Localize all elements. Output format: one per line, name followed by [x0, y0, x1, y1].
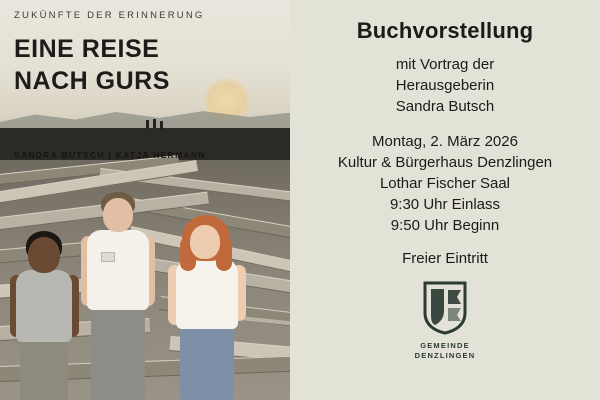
book-cover-image: [0, 0, 290, 400]
cover-title-line-1: EINE REISE: [14, 35, 160, 63]
distant-figure: [146, 120, 149, 129]
subtitle-block: [396, 54, 494, 117]
cover-kicker: ZUKÜNFTE DER ERINNERUNG: [14, 10, 205, 21]
crest-caption-line-1: GEMEINDE: [420, 341, 470, 350]
page-title: Buchvorstellung: [356, 18, 534, 43]
admission-note: Freier Eintritt: [402, 250, 488, 267]
legs: [20, 337, 68, 400]
cover-title-line-2: NACH GURS: [14, 67, 170, 95]
distant-figure: [153, 119, 156, 128]
head: [190, 225, 220, 259]
torso: [16, 270, 72, 342]
crest-caption: [415, 341, 476, 361]
event-start-time: 9:50 Uhr Beginn: [390, 217, 500, 234]
cover-text-block: [14, 10, 280, 97]
municipality-crest: [415, 281, 476, 361]
cover-authors: SANDRA BUTSCH | KATJA HERMANN: [14, 150, 206, 160]
shirt-print: [101, 252, 115, 262]
distant-figure: [160, 121, 163, 130]
event-doors-time: 9:30 Uhr Einlass: [389, 196, 501, 213]
speaker-name: Sandra Butsch: [395, 98, 495, 115]
head: [103, 198, 133, 232]
person-right: [160, 215, 252, 400]
crest-caption-line-2: DENZLINGEN: [414, 351, 476, 360]
subtitle-line: mit Vortrag der: [395, 56, 495, 73]
person-center: [75, 190, 159, 400]
illustration-people: [0, 185, 290, 400]
person-left: [6, 225, 80, 400]
head: [28, 237, 60, 273]
event-date: Montag, 2. März 2026: [372, 133, 518, 150]
coat-of-arms-icon: [422, 281, 468, 335]
legs: [91, 306, 145, 400]
event-details-block: [338, 131, 552, 236]
event-venue: Kultur & Bürgerhaus Denzlingen: [337, 154, 553, 171]
cover-title: [14, 33, 280, 97]
subtitle-line: Herausgeberin: [395, 77, 495, 94]
event-room: Lothar Fischer Saal: [379, 175, 511, 192]
torso: [87, 230, 149, 310]
event-info-panel: [290, 0, 600, 400]
legs: [180, 325, 234, 400]
stick: [238, 316, 290, 326]
